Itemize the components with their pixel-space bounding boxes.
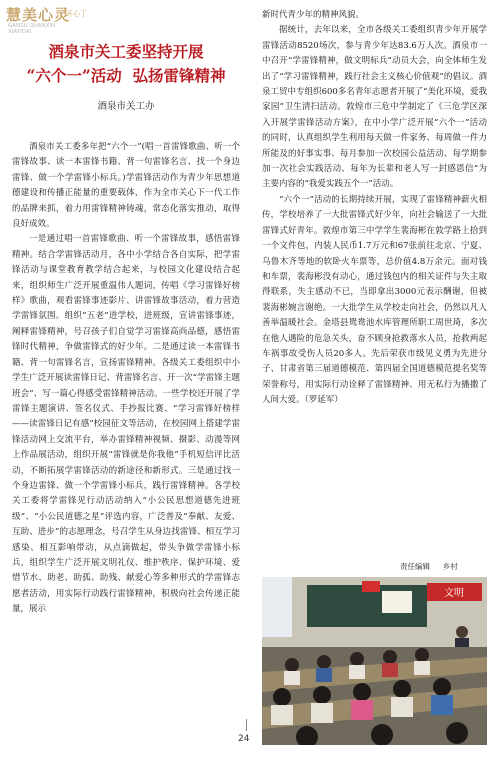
editor-name: 乡村 <box>442 562 458 571</box>
right-column <box>262 8 487 409</box>
banner-text: 文明 <box>444 588 464 599</box>
paragraph: 酒泉市关工委多年把“六个一”(唱一首雷锋歌曲、听一个雷锋故事、读一本雷锋书籍、背一句雷锋名言、找一个身边雷锋、做一个学雷锋小标兵。)学雷锋活动作为青少年思想道德建设和传播正能量的重要载体，作为全市关心下一代工作的品牌来抓，着力用雷锋精神铸魂，常态化落实推动，取得良好成效。 <box>12 142 240 230</box>
byline: 酒泉市关工办 <box>97 101 155 112</box>
editor-credit <box>400 561 458 572</box>
paragraph: “六个一”活动的长期持续开展，实现了雷锋精神薪火相传，学校培养了一大批雷锋式好少年，向社会输送了一大批雷锋式好青年。敦煌市第三中学学生裴海彬在敦学路上拾到一个文件包，内装人民币1.7万元和67张前往北京、宁夏、乌鲁木齐等地的软卧火车票等，总价值4.8万余元。面对钱和车票，裴海彬没有动心，通过钱包内的相关证件与失主取得联系，失主感动不已，当即拿出3000元表示酬谢，但被裴海彬婉言谢绝。一大批学生从学校走向社会，仍然以凡人善举温暖社会。金塔县鸳鸯池水库管理所职工周世琦，多次在他人遇险的危急关头，奋不顾身抢救落水人员，抢救两起车祸事故受伤人员20多人。先后荣获市级见义勇为先进分子、甘肃省第三届道德模范、第四届全国道德模范提名奖等荣誉称号，用实际行动诠释了雷锋精神、用无私行为播撒了人间大爱。（罗延军） <box>262 194 487 406</box>
paragraph: 一是通过唱一首雷锋歌曲、听一个雷锋故事，感悟雷锋精神。结合学雷锋活动月，各中小学结合各自实际，把学雷锋活动与课堂教育教学结合起来，与校园文化建设结合起来，组织师生广泛开展重温伟人题词，传唱《学习雷锋好榜样》歌曲，观看雷锋事迹影片、讲雷锋故事活动，着力营造学雷锋氛围。组织“五老”进学校，进班级，宣讲雷锋事迹，阐释雷锋精神，号召孩子们自觉学习雷锋高尚品德，感悟雷锋时代精神，争做雷锋式的好少年。二是通过读一本雷锋书籍、背一句雷锋名言，宣扬雷锋精神。各级关工委组织中小学生广泛开展读雷锋日记、背雷锋名言、开一次“学雷锋主题班会”、写一篇心得感受雷锋精神活动。一些学校还开展了学雷锋主题演讲、签名仪式、手抄报比赛、“学习雷锋好榜样——读雷锋日记有感”校园征文等活动，在校园网上搭建学雷锋活动网上交流平台，举办雷锋精神视频、摄影、动漫等网上作品展活动，组织开展“雷锋就是你我他”手机短信评比活动，不断拓展学雷锋活动的新途径和新形式。三是通过找一个身边雷锋、做一个学雷锋小标兵，践行雷锋精神。各学校关工委将学雷锋见行动活动纳入“小公民思想道德先进班级”、“小公民道德之星”评选内容，广泛普及“奉献、友爱、互助、进步”的志愿理念，号召学生从身边找雷锋、相互学习感染、相互影响带动，从点滴做起，带头争做学雷锋小标兵，组织学生广泛开展文明礼仪、维护秩序、保护环境、爱惜节水、助老、助孤、助残、献爱心等多种形式的学雷锋志愿者活动，用实际行动践行雷锋精神，积极向社会传递正能量，展示 <box>12 234 240 615</box>
headline-line-2: “六个一”活动 弘扬雷锋精神 <box>26 66 226 85</box>
paragraph: 新时代青少年的精神风貌。 <box>262 10 365 20</box>
paragraph: 据统计，去年以来，全市各级关工委组织青少年开展学雷锋活动8520场次，参与青少年达83.6万人次。酒泉市一中召开“学雷锋精神，做文明标兵”动员大会，向全体师生发出了“学习雷锋精神，践行社会主义核心价值观”的倡议。酒泉工贸中专组织600多名青年志愿者开展了“美化环境，爱我家园”卫生清扫活动。敦煌市三危中学制定了《三危学区深入开展学雷锋活动方案》，在中小学广泛开展“六个一”活动的同时，认真组织学生利用每天做一件家务、每周做一件力所能及的好事实事、每月参加一次校园公益活动、每学期参加一次社会实践活动、每年为长辈和老人写一封感恩信”为主要内容的“我爱实践五个一”活动。 <box>262 25 487 190</box>
page-number-divider <box>246 719 247 731</box>
classroom-photo <box>262 577 487 745</box>
masthead-english: GANSU QUANXIN XIAYIDAI <box>8 23 56 35</box>
editor-label: 责任编辑 <box>400 562 430 571</box>
masthead-title: 慧美心灵 <box>6 6 71 24</box>
masthead-subtitle: 开心丁 <box>66 10 87 18</box>
masthead <box>6 4 156 34</box>
headline-line-1: 酒泉市关工委坚持开展 <box>48 42 204 61</box>
page-number: 24 <box>238 734 250 744</box>
left-column <box>12 140 240 618</box>
